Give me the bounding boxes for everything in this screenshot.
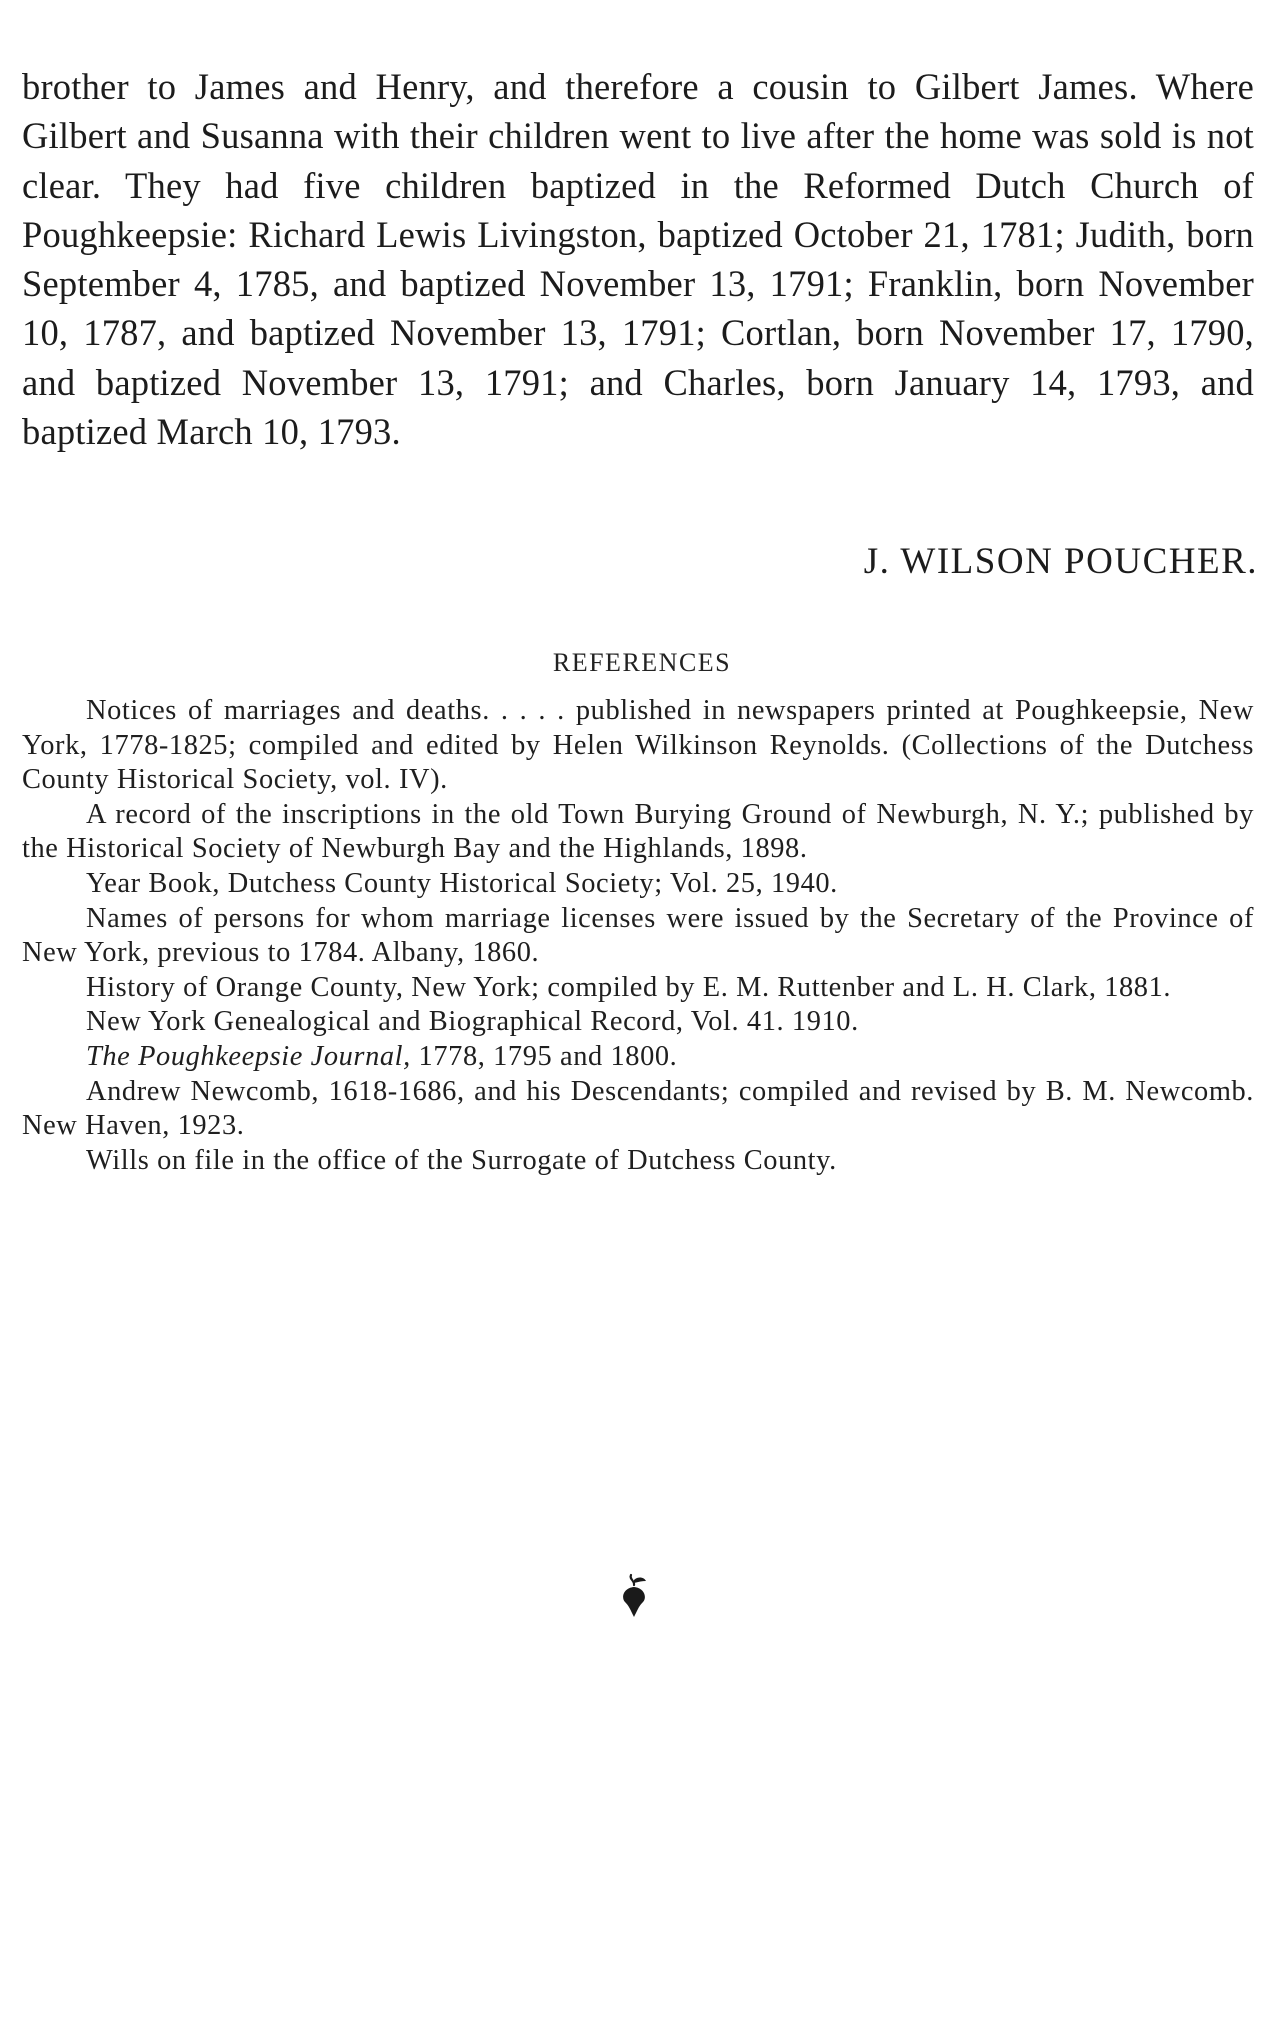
reference-item: New York Genealogical and Biographical Record, Vol. 41. 1910. <box>86 1006 859 1038</box>
ornament-leaf <box>623 1587 645 1617</box>
reference-journal-title: The Poughkeepsie Journal, <box>86 1040 411 1072</box>
leaf-ornament-icon <box>617 1571 651 1621</box>
reference-item: A record of the inscriptions in the old Town Burying Ground of Newburgh, N. Y.; published by the Historical Society of Newburgh Bay and the Highlands, 1898. <box>22 798 1254 865</box>
reference-item: Notices of marriages and deaths. . . . . published in newspapers printed at Poughkeepsie, New York, 1778-1825; compiled and edited by Helen Wilkinson Reynolds. (Collections of the Dutchess County Historical Society, vol. IV). <box>22 695 1254 796</box>
references-list <box>22 694 1254 1178</box>
reference-item <box>22 1040 1254 1075</box>
reference-journal-years: 1778, 1795 and 1800. <box>410 1040 678 1072</box>
reference-item: Names of persons for whom marriage licenses were issued by the Secretary of the Province of New York, previous to 1784. Albany, 1860. <box>22 902 1254 969</box>
ornament-sprig <box>634 1577 646 1583</box>
ornament-stem <box>631 1575 635 1585</box>
references-heading: REFERENCES <box>552 648 732 677</box>
reference-item: Wills on file in the office of the Surrogate of Dutchess County. <box>86 1144 837 1176</box>
reference-item: History of Orange County, New York; compiled by E. M. Ruttenber and L. H. Clark, 1881. <box>86 971 1172 1003</box>
author-signature: J. WILSON POUCHER. <box>863 541 1258 582</box>
reference-item: Andrew Newcomb, 1618-1686, and his Descendants; compiled and revised by B. M. Newcomb. New Haven, 1923. <box>22 1075 1254 1142</box>
body-paragraph: brother to James and Henry, and therefore a cousin to Gilbert James. Where Gilbert and Susanna with their children went to live after the home was sold is not clear. They had five children baptized in the Reformed Dutch Church of Poughkeepsie: Richard Lewis Livingston, baptized October 21, 1781; Judith, born September 4, 1785, and baptized November 13, 1791; Franklin, born November 10, 1787, and baptized November 13, 1791; Cortlan, born November 17, 1790, and baptized November 13, 1791; and Charles, born January 14, 1793, and baptized March 10, 1793. <box>22 66 1254 453</box>
reference-item: Year Book, Dutchess County Historical Society; Vol. 25, 1940. <box>86 867 838 899</box>
body-text <box>22 62 1254 456</box>
